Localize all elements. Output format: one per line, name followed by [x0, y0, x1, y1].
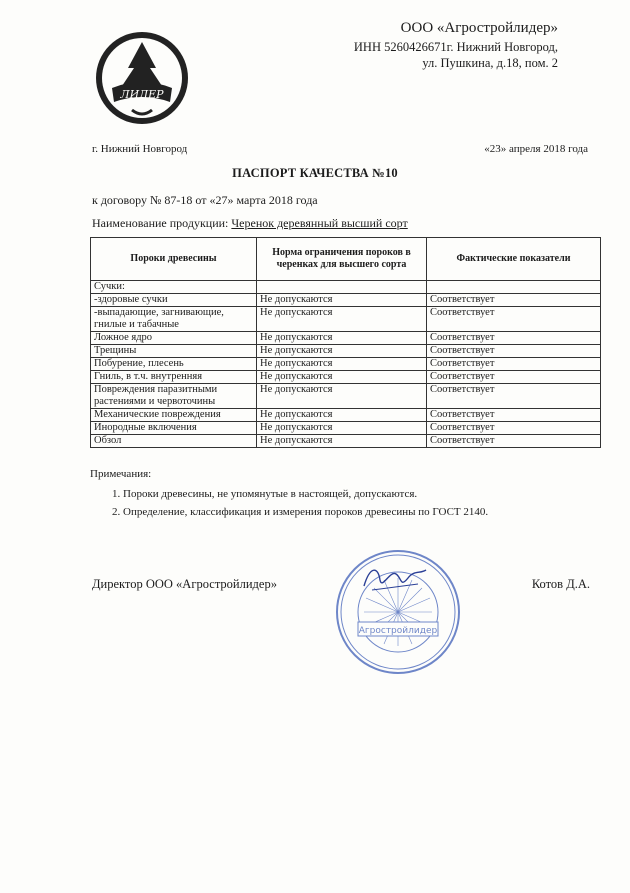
company-name: ООО «Агростройлидер» — [400, 20, 558, 36]
table-row — [91, 371, 601, 384]
table-cell — [257, 281, 427, 294]
table-cell: Не допускаются — [257, 371, 427, 384]
table-cell: Не допускаются — [257, 384, 427, 409]
table-cell: Соответствует — [427, 384, 601, 409]
logo-text: ЛИДЕР — [120, 88, 164, 101]
table-row — [91, 435, 601, 448]
table-row — [91, 409, 601, 422]
table-cell: Трещины — [91, 345, 257, 358]
defects-table — [90, 237, 601, 448]
notes-title: Примечания: — [90, 468, 152, 480]
signature — [360, 560, 430, 596]
table-cell: Повреждения паразитными растениями и червоточины — [91, 384, 257, 409]
director-title: Директор ООО «Агростройлидер» — [92, 577, 277, 591]
table-cell: Соответствует — [427, 307, 601, 332]
company-inn: ИНН 5260426671г. Нижний Новгород, — [353, 40, 558, 54]
table-header-cell: Фактические показатели — [427, 238, 601, 281]
product-value: Черенок деревянный высший сорт — [231, 216, 408, 230]
table-row — [91, 358, 601, 371]
table-cell: -здоровые сучки — [91, 294, 257, 307]
table-cell: Соответствует — [427, 422, 601, 435]
document-title: ПАСПОРТ КАЧЕСТВА №10 — [232, 166, 398, 180]
table-row — [91, 294, 601, 307]
table-cell: Обзол — [91, 435, 257, 448]
table-row — [91, 307, 601, 332]
notes-list — [112, 488, 488, 524]
stamp-text: Агростройлидер — [358, 626, 438, 636]
table-header-cell: Пороки древесины — [91, 238, 257, 281]
table-row — [91, 281, 601, 294]
table-cell: Не допускаются — [257, 435, 427, 448]
table-cell: Ложное ядро — [91, 332, 257, 345]
table-cell: Не допускаются — [257, 358, 427, 371]
table-cell: Не допускаются — [257, 345, 427, 358]
table-row — [91, 384, 601, 409]
table-cell: Соответствует — [427, 358, 601, 371]
table-row — [91, 422, 601, 435]
table-cell: Соответствует — [427, 332, 601, 345]
document-city: г. Нижний Новгород — [92, 143, 188, 155]
table-cell: Не допускаются — [257, 307, 427, 332]
company-logo — [92, 28, 192, 128]
table-cell: Соответствует — [427, 371, 601, 384]
signer-name: Котов Д.А. — [531, 577, 590, 591]
table-header-cell: Норма ограничения пороков в черенках для высшего сорта — [257, 238, 427, 281]
table-row — [91, 332, 601, 345]
table-cell: Сучки: — [91, 281, 257, 294]
table-cell: Не допускаются — [257, 422, 427, 435]
table-cell: Не допускаются — [257, 332, 427, 345]
table-cell — [427, 281, 601, 294]
table-cell: Гниль, в т.ч. внутренняя — [91, 371, 257, 384]
table-cell: Соответствует — [427, 294, 601, 307]
contract-reference: к договору № 87-18 от «27» марта 2018 года — [92, 193, 318, 207]
company-address: ул. Пушкина, д.18, пом. 2 — [422, 56, 558, 70]
table-row — [91, 345, 601, 358]
table-cell: Механические повреждения — [91, 409, 257, 422]
table-cell: Не допускаются — [257, 294, 427, 307]
table-cell: Инородные включения — [91, 422, 257, 435]
note-item: 2. Определение, классификация и измерения пороков древесины по ГОСТ 2140. — [112, 506, 489, 518]
note-item: 1. Пороки древесины, не упомянутые в настоящей, допускаются. — [112, 488, 418, 500]
table-cell: -выпадающие, загнивающие, гнилые и табачные — [91, 307, 257, 332]
table-cell: Не допускаются — [257, 409, 427, 422]
table-cell: Соответствует — [427, 345, 601, 358]
table-cell: Соответствует — [427, 409, 601, 422]
table-header-row — [91, 238, 601, 281]
table-cell: Соответствует — [427, 435, 601, 448]
document-date: «23» апреля 2018 года — [484, 143, 588, 155]
product-label: Наименование продукции: — [92, 216, 232, 230]
product-name-line — [92, 216, 408, 231]
table-cell: Побурение, плесень — [91, 358, 257, 371]
